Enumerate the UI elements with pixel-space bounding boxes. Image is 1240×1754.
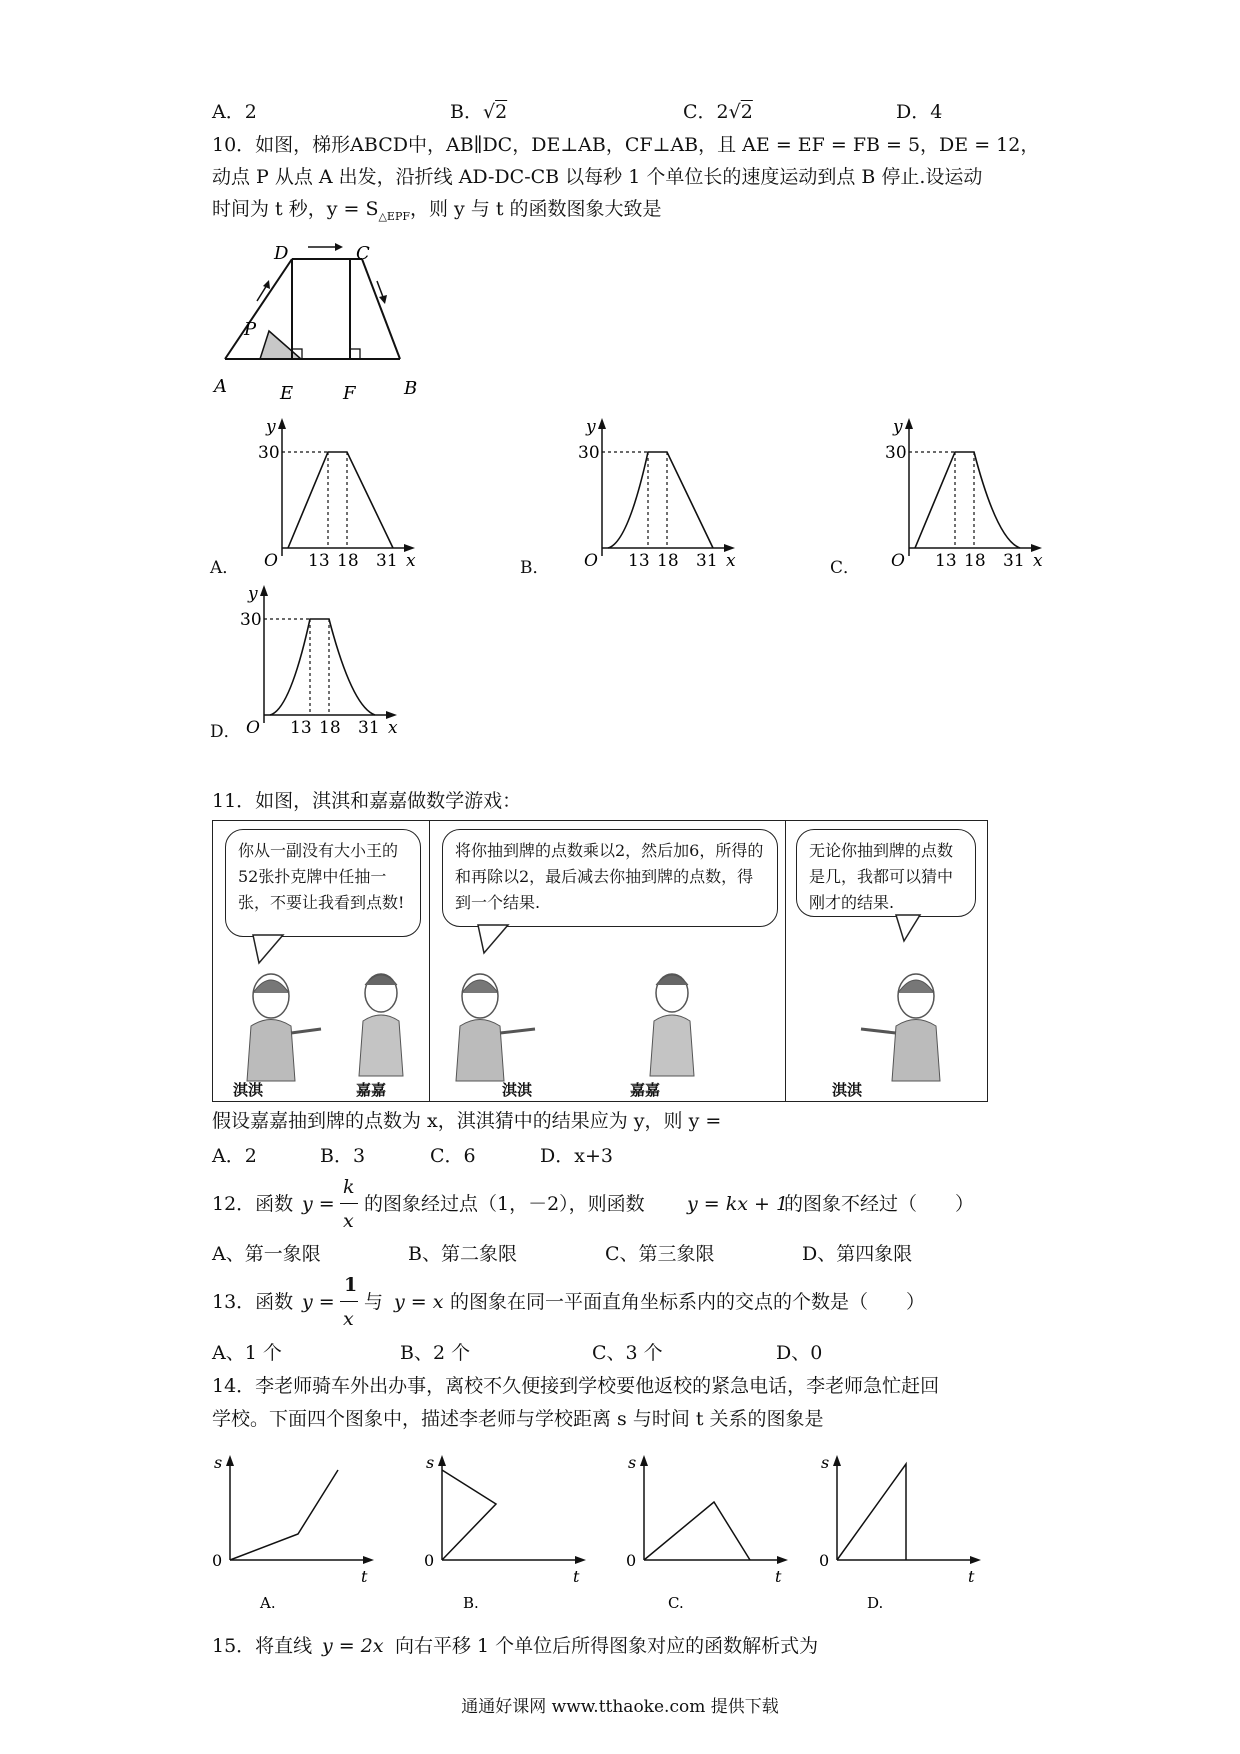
q12-option-b: B、第二象限 [408,1243,517,1265]
q12-mid: 的图象经过点（1，－2），则函数 [364,1193,645,1215]
origin-label: 0 [424,1551,435,1570]
q15-prefix: 15．将直线 [212,1635,313,1657]
tick-30: 30 [240,610,262,630]
name-qiqi: 淇淇 [502,1081,533,1099]
tick-13: 13 [935,551,957,571]
graph-option-a-label: A． [210,558,240,578]
bubble-tail-icon [896,915,936,945]
sqrt-symbol: √ [482,101,496,123]
tick-30: 30 [258,443,280,463]
x-axis-label: x [1033,551,1043,571]
origin-label: 0 [212,1551,223,1570]
q13-option-d: D、0 [776,1342,823,1364]
label-c: C [356,243,370,264]
label-e: E [280,383,294,404]
t-axis-label: t [573,1567,580,1586]
trapezoid-figure [210,235,418,410]
t-axis-label: t [361,1567,368,1586]
q14-line1: 14．李老师骑车外出办事，离校不久便接到学校要他返校的紧急电话，李老师急忙赶回 [212,1375,940,1397]
q11-option-a: A．2 [212,1145,257,1167]
name-qiqi: 淇淇 [832,1081,863,1099]
name-qiqi: 淇淇 [233,1081,264,1099]
q11-question: 假设嘉嘉抽到牌的点数为 x，淇淇猜中的结果应为 y，则 y = [212,1110,722,1132]
tick-31: 31 [1003,551,1025,571]
speech-bubble-1: 你从一副没有大小王的52张扑克牌中任抽一张，不要让我看到点数! [225,829,421,937]
q12-option-c: C、第三象限 [605,1243,715,1265]
s-axis-label: s [821,1453,830,1472]
label-b: B [404,378,418,399]
t-axis-label: t [968,1567,975,1586]
bubble-tail-icon [253,935,293,965]
origin-label: O [246,718,260,738]
tick-31: 31 [376,551,398,571]
q13-eq2: y = x [394,1291,444,1313]
option-a-label: A. [260,1594,276,1612]
q13-eq-y: y = [302,1291,335,1313]
q12-option-d: D、第四象限 [802,1243,913,1265]
q13-post: 的图象在同一平面直角坐标系内的交点的个数是（ ） [450,1291,926,1313]
q10-line1: 10．如图，梯形ABCD中，AB∥DC，DE⊥AB，CF⊥AB，且 AE = EF = FB = 5，DE = 12， [212,134,1040,156]
tick-13: 13 [308,551,330,571]
q12-post: 的图象不经过（ ） [784,1193,975,1215]
s-axis-label: s [628,1453,637,1472]
q10-line2: 动点 P 从点 A 出发，沿折线 AD-DC-CB 以每秒 1 个单位长的速度运动到点 B 停止.设运动 [212,166,983,188]
tick-18: 18 [319,718,341,738]
q13-option-a: A、1 个 [212,1342,282,1364]
q12-denominator: x [343,1210,354,1232]
q13-option-c: C、3 个 [592,1342,663,1364]
tick-30: 30 [578,443,600,463]
q12-eq-y: y = [302,1193,335,1215]
x-axis-label: x [388,718,398,738]
origin-label: 0 [626,1551,637,1570]
q15-post: 向右平移 1 个单位后所得图象对应的函数解析式为 [395,1635,819,1657]
option-b-label: B. [463,1594,479,1612]
tick-31: 31 [696,551,718,571]
sqrt-symbol: √ [728,101,741,123]
q10-line3: 时间为 t 秒，$y = S_{\triangle EPF}$，则 y 与 t 的函数图象大致是 [212,198,662,223]
q13-denominator: x [343,1308,354,1330]
bubble-tail-icon [478,925,518,955]
q14-line2: 学校。下面四个图象中，描述李老师与学校距离 s 与时间 t 关系的图象是 [212,1408,824,1430]
name-jiajia: 嘉嘉 [356,1081,387,1099]
st-graph-c [622,1450,797,1610]
q13-prefix: 13．函数 [212,1291,294,1313]
graph-option-d [222,584,407,738]
speech-bubble-3: 无论你抽到牌的点数是几，我都可以猜中刚才的结果. [796,829,976,917]
speech-bubble-2: 将你抽到牌的点数乘以2，然后加6，所得的和再除以2，最后减去你抽到牌的点数，得到一个结果. [442,829,778,927]
q13-option-b: B、2 个 [400,1342,471,1364]
q12-option-a: A、第一象限 [212,1243,321,1265]
tick-18: 18 [337,551,359,571]
tick-18: 18 [964,551,986,571]
graph-option-c-label: C． [830,558,861,578]
y-axis-label: y [248,584,258,604]
page-footer: 通通好课网 www.tthaoke.com 提供下载 [461,1697,779,1717]
graph-option-b-label: B． [520,558,550,578]
origin-label: O [584,551,598,571]
origin-label: O [264,551,278,571]
tick-31: 31 [358,718,380,738]
graph-option-d-label: D． [210,722,241,742]
comic-strip [212,820,988,1102]
q11-option-d: D．x+3 [540,1145,613,1167]
tick-13: 13 [290,718,312,738]
st-graph-b [420,1450,595,1610]
q9-option-a: A．2 [212,101,257,123]
y-axis-label: y [586,417,596,437]
s-axis-label: s [426,1453,435,1472]
x-axis-label: x [406,551,416,571]
st-graph-d [815,1450,990,1610]
y-axis-label: y [893,417,903,437]
tick-13: 13 [628,551,650,571]
fraction-bar [340,1203,358,1204]
label-p: P [244,319,257,340]
origin-label: O [891,551,905,571]
label-f: F [343,383,356,404]
s-axis-label: s [214,1453,223,1472]
q13-mid: 与 [364,1291,384,1313]
q9-option-d: D．4 [896,101,943,123]
q15-eq: y = 2x [322,1635,384,1657]
option-c-label: C. [668,1594,684,1612]
graph-option-c [867,417,1052,571]
option-d-label: D. [867,1594,884,1612]
st-graph-a [208,1450,383,1610]
name-jiajia: 嘉嘉 [630,1081,661,1099]
tick-30: 30 [885,443,907,463]
girl-figure-icon [816,971,976,1081]
q13-numerator: 1 [344,1274,358,1296]
y-axis-label: y [266,417,276,437]
x-axis-label: x [726,551,736,571]
origin-label: 0 [819,1551,830,1570]
label-a: A [214,376,227,397]
comic-panel-1 [213,821,430,1101]
label-d: D [274,243,289,264]
q11-option-c: C．6 [430,1145,476,1167]
girl-figure-icon [231,971,421,1081]
q11-option-b: B．3 [320,1145,366,1167]
q12-eq2: y = kx + 1 [687,1193,789,1215]
girl-and-boy-figure-icon [440,971,770,1081]
graph-option-a [240,417,425,571]
tick-18: 18 [657,551,679,571]
q9-option-b: B．√2 [450,101,508,123]
t-axis-label: t [775,1567,782,1586]
comic-panel-3 [786,821,986,1101]
q9-option-c: C．2√2 [683,101,753,123]
q11-title: 11．如图，淇淇和嘉嘉做数学游戏： [212,790,522,812]
graph-option-b [560,417,745,571]
q12-prefix: 12．函数 [212,1193,294,1215]
fraction-bar [340,1301,358,1302]
comic-panel-2 [430,821,786,1101]
q12-numerator: k [343,1176,355,1198]
